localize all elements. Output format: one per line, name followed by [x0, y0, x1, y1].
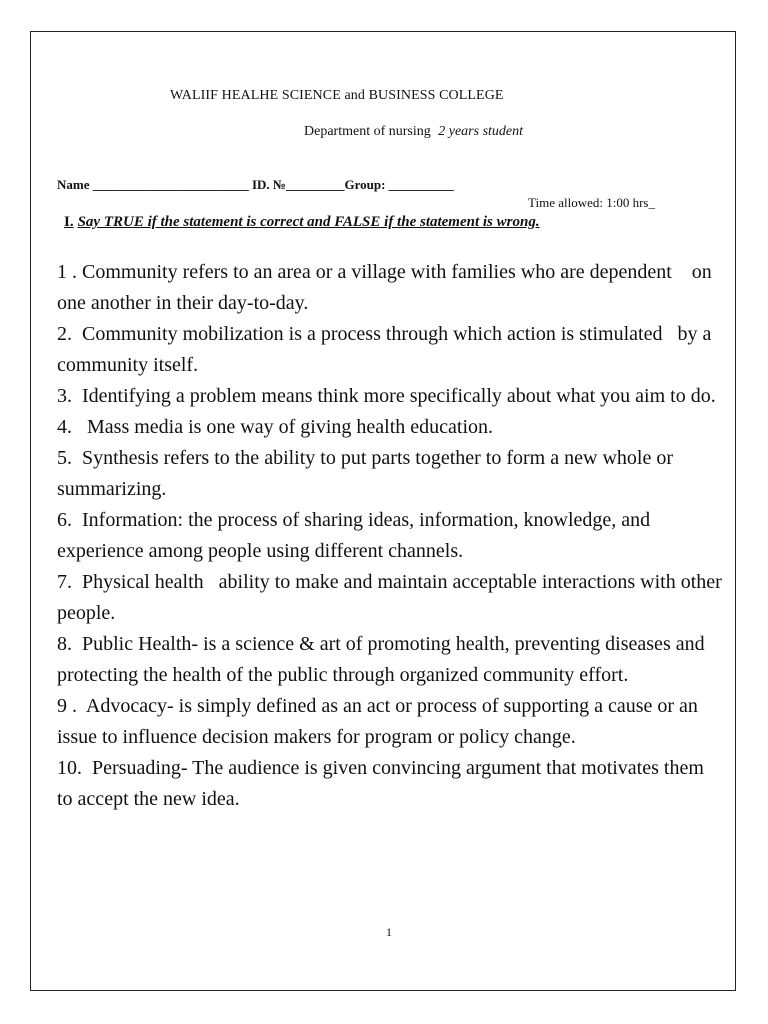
question-item: 1 . Community refers to an area or a village with families who are dependent on one another in their day-to-day. — [57, 261, 717, 314]
question-item: 6. Information: the process of sharing ideas, information, knowledge, and experience among people using different channels. — [57, 509, 656, 562]
question-item: 5. Synthesis refers to the ability to put parts together to form a new whole or summarizing. — [57, 447, 678, 500]
question-item: 3. Identifying a problem means think more specifically about what you aim to do. — [57, 385, 716, 407]
college-title: WALIIF HEALHE SCIENCE and BUSINESS COLLEGE — [170, 88, 504, 103]
question-item: 10. Persuading- The audience is given convincing argument that motivates them to accept the new idea. — [57, 757, 709, 810]
instruction-text: Say TRUE if the statement is correct and FALSE if the statement is wrong. — [77, 214, 540, 230]
time-allowed: Time allowed: 1:00 hrs_ — [528, 195, 655, 210]
department-note: 2 years student — [438, 124, 524, 139]
department-name: Department of nursing — [304, 124, 431, 139]
department-line — [304, 124, 523, 140]
instruction-number: I. — [64, 214, 74, 230]
question-item: 2. Community mobilization is a process through which action is stimulated by a community itself. — [57, 323, 717, 376]
question-item: 4. Mass media is one way of giving health education. — [57, 416, 494, 438]
question-item: 7. Physical health ability to make and maintain acceptable interactions with other people. — [57, 571, 727, 624]
student-info-line: Name ________________________ ID. №_________Group: __________ — [57, 177, 454, 192]
instruction-heading — [64, 214, 540, 231]
page-number: 1 — [386, 925, 392, 939]
question-list — [57, 257, 727, 815]
question-item: 8. Public Health- is a science & art of promoting health, preventing diseases and protecting the health of the public through organized community effort. — [57, 633, 710, 686]
question-item: 9 . Advocacy- is simply defined as an act or process of supporting a cause or an issue to influence decision makers for program or policy change. — [57, 695, 703, 748]
